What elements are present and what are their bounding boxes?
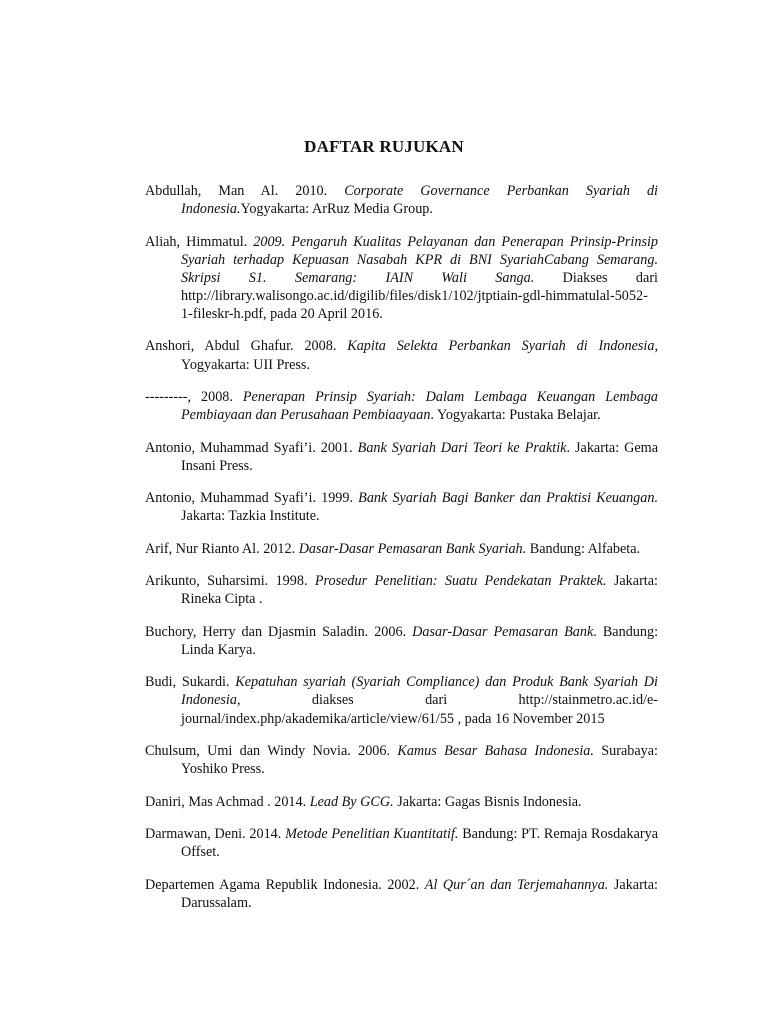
- reference-publisher: Yogyakarta: ArRuz Media Group.: [240, 201, 433, 218]
- reference-publisher: Jakarta: Gagas Bisnis Indonesia.: [393, 793, 582, 810]
- reference-title: Dasar-Dasar Pemasaran Bank: [412, 623, 594, 640]
- reference-title: Penerapan Prinsip Syariah: Dalam Lembaga Keuangan Lembaga Pembiayaan dan Perusahaan Pembiaayaan: [181, 389, 659, 424]
- reference-text: Aliah, Himmatul.: [145, 233, 254, 250]
- page-title: DAFTAR RUJUKAN: [304, 137, 464, 156]
- reference-title: Kapita Selekta Perbankan Syariah di Indonesia,: [347, 338, 659, 355]
- reference-title: 2009. Pengaruh Kualitas Pelayanan dan Penerapan Prinsip-Prinsip Syariah terhadap Kepuasan Nasabah KPR di BNI SyariahCabang Semarang. Skripsi S1. Semarang: IAIN Wali Sanga.: [181, 233, 658, 286]
- reference-item: [145, 572, 658, 608]
- reference-publisher: Bandung: Alfabeta.: [526, 540, 641, 557]
- reference-item: [145, 489, 658, 525]
- reference-item: [145, 876, 658, 912]
- reference-text: Antonio, Muhammad Syafi’i. 1999.: [145, 490, 359, 507]
- reference-publisher: Bandung: PT. Remaja Rosdakarya Offset.: [181, 826, 658, 861]
- reference-title: Al Qur´an dan Terjemahannya.: [424, 876, 609, 893]
- reference-item: [145, 793, 658, 811]
- reference-title: Lead By GCG.: [309, 793, 394, 810]
- reference-publisher: . Jakarta: Gema Insani Press.: [181, 439, 658, 474]
- reference-item: [145, 825, 658, 861]
- reference-item: [145, 540, 658, 558]
- reference-text: Chulsum, Umi dan Windy Novia. 2006.: [145, 743, 398, 760]
- reference-title: Metode Penelitian Kuantitatif.: [285, 826, 459, 843]
- reference-text: Abdullah, Man Al. 2010.: [145, 183, 345, 199]
- reference-item: [145, 182, 658, 218]
- reference-publisher: Surabaya: Yoshiko Press.: [181, 743, 658, 778]
- reference-publisher: . Yogyakarta: Pustaka Belajar.: [430, 407, 601, 424]
- reference-text: Departemen Agama Republik Indonesia. 2002.: [145, 876, 425, 893]
- reference-item: [145, 673, 658, 727]
- reference-text: ---------, 2008.: [145, 389, 243, 406]
- reference-text: Darmawan, Deni. 2014.: [145, 826, 286, 843]
- reference-text: Arikunto, Suharsimi. 1998.: [145, 573, 315, 590]
- reference-text: Antonio, Muhammad Syafi’i. 2001.: [145, 439, 358, 456]
- reference-text: Arif, Nur Rianto Al. 2012.: [145, 540, 299, 557]
- reference-text: Buchory, Herry dan Djasmin Saladin. 2006.: [145, 623, 413, 640]
- reference-item: [145, 623, 658, 659]
- reference-publisher: , diakses dari http://stainmetro.ac.id/e-journal/index.php/akademika/article/view/61/55 , pada 16 November 2015: [181, 692, 658, 727]
- reference-item: [145, 233, 658, 323]
- reference-publisher: Yogyakarta: UII Press.: [181, 356, 310, 373]
- reference-title: Bank Syariah Bagi Banker dan Praktisi Keuangan.: [358, 490, 658, 507]
- reference-title: Kamus Besar Bahasa Indonesia.: [397, 743, 594, 760]
- reference-item: [145, 439, 658, 475]
- reference-title: Dasar-Dasar Pemasaran Bank Syariah.: [298, 540, 527, 557]
- reference-item: [145, 388, 658, 424]
- reference-text: Budi, Sukardi.: [145, 674, 236, 691]
- reference-text: Daniri, Mas Achmad . 2014.: [145, 793, 310, 810]
- reference-publisher: . Bandung: Linda Karya.: [181, 623, 659, 658]
- reference-publisher: Jakarta: Darussalam.: [181, 876, 658, 911]
- reference-publisher: Jakarta: Rineka Cipta .: [181, 573, 658, 608]
- reference-publisher: Diakses dari http://library.walisongo.ac.id/digilib/files/disk1/102/jtptiain-gdl-himmatulal-5052-1-fileskr-h.pdf, pada 20 April 2016.: [181, 269, 658, 322]
- reference-title: Bank Syariah Dari Teori ke Praktik: [357, 439, 567, 456]
- reference-title: Prosedur Penelitian: Suatu Pendekatan Praktek.: [314, 573, 607, 590]
- reference-title: Corporate Governance Perbankan Syariah di Indonesia.: [181, 183, 659, 218]
- reference-item: [145, 742, 658, 778]
- reference-item: [145, 337, 658, 373]
- reference-publisher: Jakarta: Tazkia Institute.: [181, 508, 320, 525]
- reference-text: Anshori, Abdul Ghafur. 2008.: [145, 338, 348, 355]
- reference-list: [145, 182, 658, 926]
- reference-title: Kepatuhan syariah (Syariah Compliance) dan Produk Bank Syariah Di Indonesia: [181, 674, 658, 709]
